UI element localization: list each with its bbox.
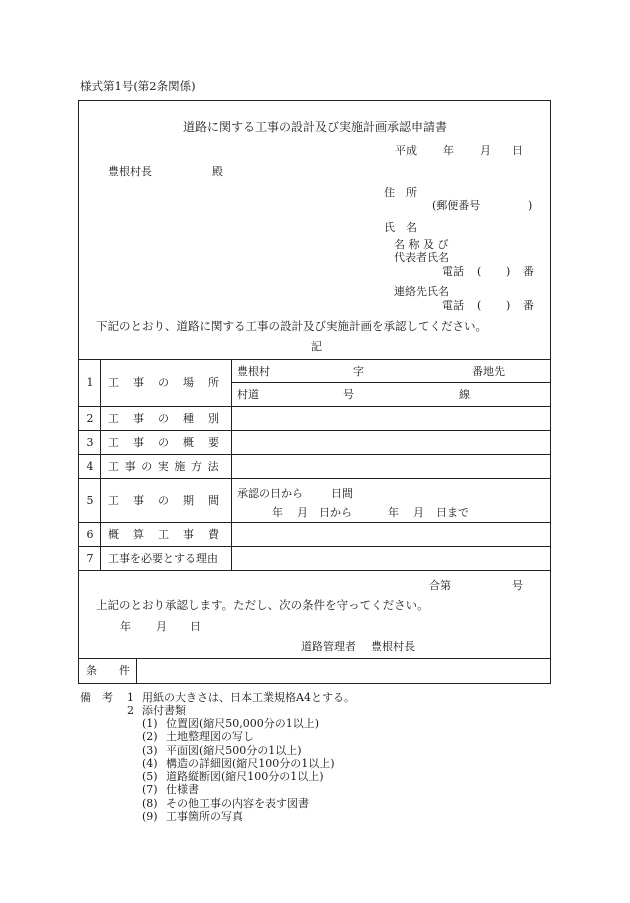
- attachment-num: (7): [142, 783, 158, 796]
- phone-close: ): [506, 265, 511, 278]
- attachment-text: 道路縦断図(縮尺100分の1以上): [166, 770, 324, 783]
- ki-heading: 記: [311, 340, 322, 353]
- location-road: 村道: [237, 388, 259, 401]
- remarks-item2: 添付書類: [142, 704, 186, 717]
- approval-day: 日: [190, 620, 201, 633]
- application-form: [78, 100, 551, 684]
- row-num: 1: [86, 376, 94, 389]
- attachment-num: (2): [142, 730, 158, 743]
- attachment-text: 土地整理図の写し: [166, 730, 254, 743]
- rule-row2: [78, 406, 551, 407]
- row-num: 7: [86, 552, 94, 565]
- attachment-text: その他工事の内容を表す図書: [166, 797, 309, 810]
- period-month: 月: [297, 506, 308, 519]
- year-label: 年: [443, 144, 454, 157]
- row-num: 2: [86, 412, 94, 425]
- period-from-approval: 承認の日から: [237, 487, 303, 500]
- approval-year: 年: [120, 620, 131, 633]
- rule-conditions-col: [136, 658, 137, 684]
- attachment-text: 工事箇所の写真: [166, 810, 243, 823]
- attachment-text: 構造の詳細図(縮尺100分の1以上): [166, 757, 335, 770]
- manager-name: 豊根村長: [371, 640, 415, 653]
- approval-number-prefix: 合第: [429, 579, 451, 592]
- attachment-num: (3): [142, 744, 158, 757]
- rule-conditions-top: [78, 658, 551, 659]
- attachment-num: (5): [142, 770, 158, 783]
- addressee-honorific: 殿: [212, 165, 223, 178]
- contact-phone-suffix: 番: [523, 299, 534, 312]
- row-label-cost: 概算工事費: [108, 528, 233, 541]
- location-banchi: 番地先: [472, 365, 505, 378]
- rule-row7: [78, 546, 551, 547]
- rule-location-mid: [231, 382, 551, 383]
- addressee-name: 豊根村長: [108, 165, 152, 178]
- location-village: 豊根村: [237, 365, 270, 378]
- row-num: 4: [86, 460, 94, 473]
- period-year: 年: [272, 506, 283, 519]
- rule-table-top: [78, 359, 551, 360]
- location-sen: 線: [459, 388, 470, 401]
- period-from: 日から: [319, 506, 352, 519]
- row-label-reason: 工事を必要とする理由: [108, 552, 218, 565]
- attachment-text: 平面図(縮尺500分の1以上): [166, 744, 302, 757]
- row-label-method: 工事の実施方法: [108, 460, 225, 473]
- location-go: 号: [343, 388, 354, 401]
- attachment-num: (4): [142, 757, 158, 770]
- phone-suffix: 番: [523, 265, 534, 278]
- approval-number-suffix: 号: [512, 579, 523, 592]
- period-until: 日まで: [436, 506, 469, 519]
- corp-label-1: 名 称 及 び: [394, 238, 449, 251]
- remarks-item1-num: 1: [127, 691, 134, 704]
- row-num: 3: [86, 436, 94, 449]
- rule-table-bottom: [78, 570, 551, 571]
- month-label: 月: [480, 144, 491, 157]
- attachment-text: 位置図(縮尺50,000分の1以上): [166, 717, 320, 730]
- row-label-location: 工事の場所: [108, 376, 233, 389]
- row-num: 6: [86, 528, 94, 541]
- row-label-summary: 工事の概要: [108, 436, 233, 449]
- rule-row6: [78, 522, 551, 523]
- name-label: 氏 名: [384, 221, 417, 234]
- period-days: 日間: [331, 487, 353, 500]
- rule-row3: [78, 430, 551, 431]
- postal-label: (郵便番号: [432, 199, 481, 212]
- era-label: 平成: [395, 144, 417, 157]
- address-label: 住 所: [384, 186, 417, 199]
- rule-row5: [78, 478, 551, 479]
- row-label-type: 工事の種別: [108, 412, 233, 425]
- remarks-head: 備 考: [80, 691, 113, 704]
- attachment-num: (8): [142, 797, 158, 810]
- remarks-item2-num: 2: [127, 704, 134, 717]
- document-title: 道路に関する工事の設計及び実施計画承認申請書: [182, 120, 447, 134]
- manager-label: 道路管理者: [301, 640, 356, 653]
- postal-close: ): [528, 199, 533, 212]
- approval-month: 月: [156, 620, 167, 633]
- attachment-num: (9): [142, 810, 158, 823]
- row-label-period: 工事の期間: [108, 494, 233, 507]
- conditions-label: 条 件: [86, 664, 130, 677]
- day-label: 日: [512, 144, 523, 157]
- rule-row4: [78, 454, 551, 455]
- row-num: 5: [86, 494, 94, 507]
- phone-label: 電話: [442, 265, 464, 278]
- contact-phone-close: ): [506, 299, 511, 312]
- phone-open: (: [477, 265, 482, 278]
- attachment-num: (1): [142, 717, 158, 730]
- form-number-label: 様式第1号(第2条関係): [80, 79, 196, 93]
- location-aza: 字: [353, 365, 364, 378]
- contact-label: 連絡先氏名: [394, 285, 449, 298]
- period-year-2: 年: [388, 506, 399, 519]
- corp-label-2: 代表者氏名: [394, 251, 449, 264]
- approval-text: 上記のとおり承認します。ただし、次の条件を守ってください。: [96, 598, 429, 612]
- contact-phone-label: 電話: [442, 299, 464, 312]
- period-month-2: 月: [413, 506, 424, 519]
- request-text: 下記のとおり、道路に関する工事の設計及び実施計画を承認してください。: [96, 319, 487, 333]
- remarks-item1: 用紙の大きさは、日本工業規格A4とする。: [142, 691, 355, 704]
- attachment-text: 仕様書: [166, 783, 199, 796]
- contact-phone-open: (: [477, 299, 482, 312]
